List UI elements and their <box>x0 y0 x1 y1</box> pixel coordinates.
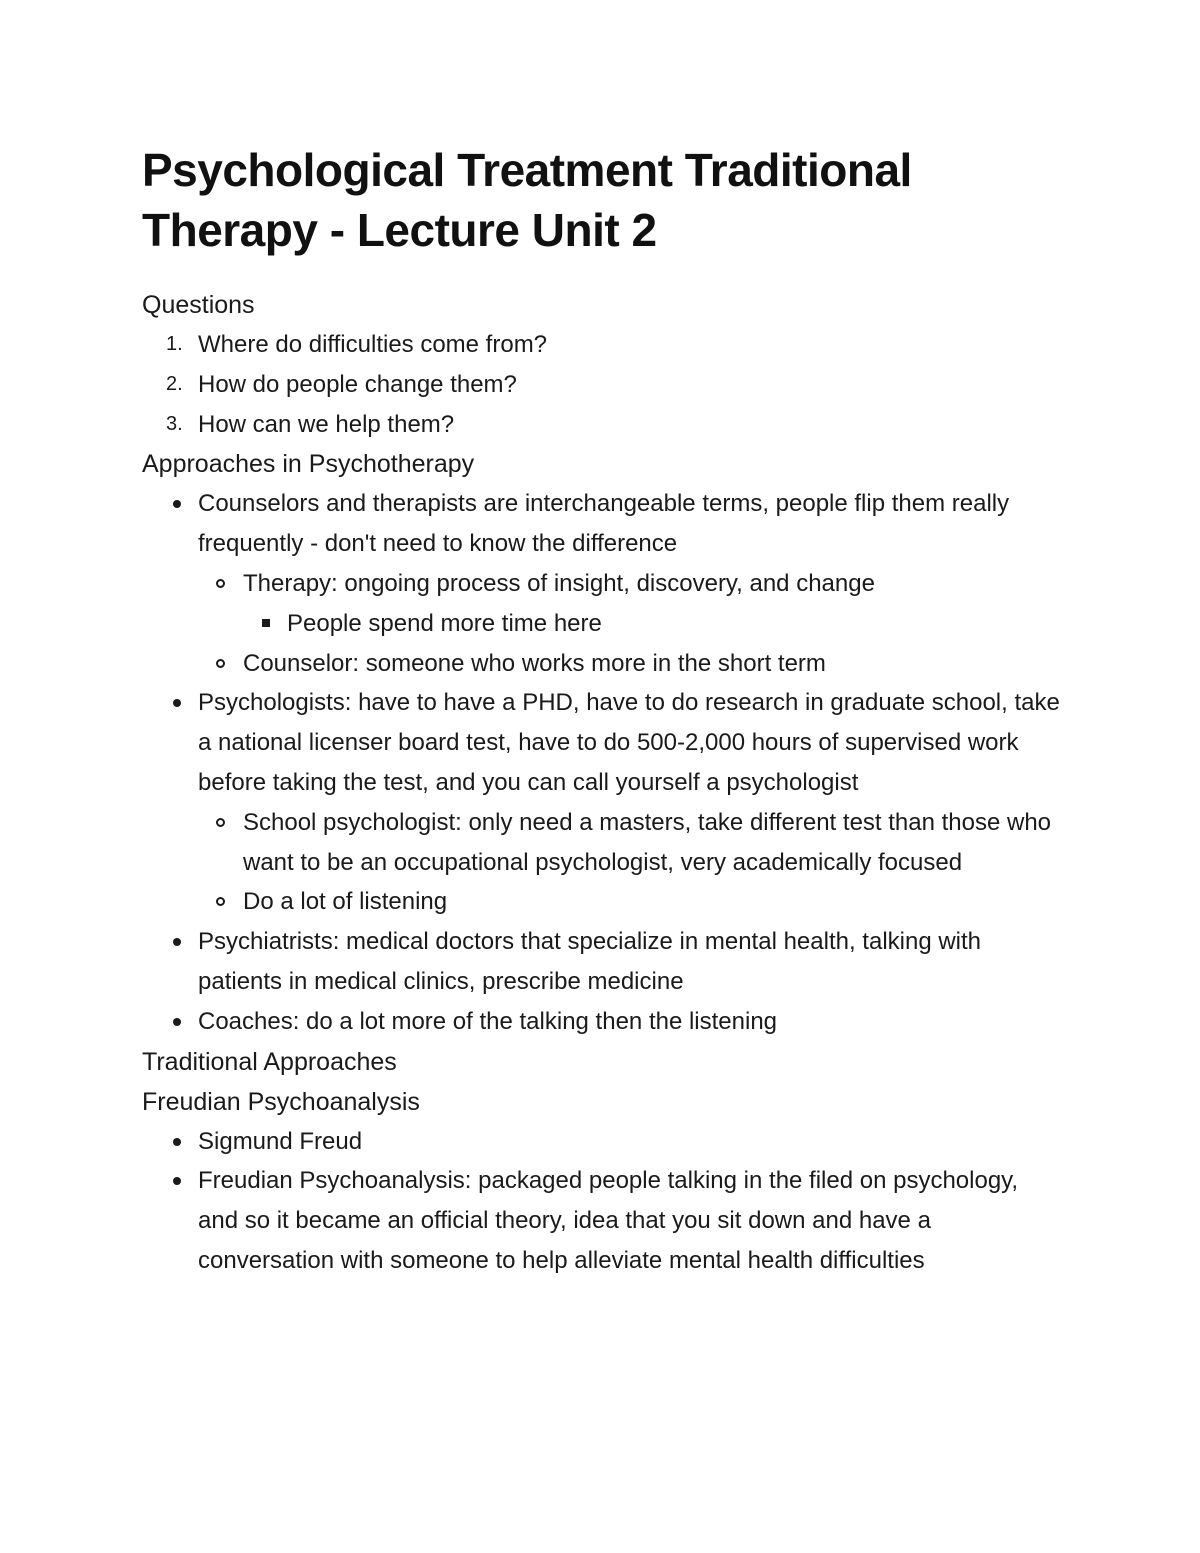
bullet-disc-icon <box>173 500 181 508</box>
list-item-text: Psychologists: have to have a PHD, have to do research in graduate school, take a national licenser board test, have to do 500-2,000 hours of supervised work before taking the test, and you can call yourself a psychologist <box>198 689 1060 796</box>
bullet-disc-icon <box>173 1018 181 1026</box>
list-item-text: Do a lot of listening <box>243 888 448 916</box>
list-item <box>142 683 1062 802</box>
list-item-text: How do people change them? <box>198 370 517 398</box>
list-number: 3. <box>166 412 183 435</box>
list-item-text: Counselor: someone who works more in the short term <box>243 649 826 677</box>
bullet-circle-icon <box>216 659 225 668</box>
list-item <box>142 803 1062 883</box>
list-item <box>142 325 1062 365</box>
psychologists-sublist <box>142 803 1062 922</box>
list-item <box>142 365 1062 405</box>
bullet-disc-icon <box>173 1138 181 1146</box>
list-item-text: Psychiatrists: medical doctors that specialize in mental health, talking with patients in medical clinics, prescribe medicine <box>198 928 982 995</box>
list-item <box>142 1002 1062 1042</box>
traditional-heading: Traditional Approaches <box>142 1047 397 1076</box>
document-page <box>142 140 1062 1281</box>
list-number: 2. <box>166 372 183 395</box>
title-line-1: Psychological Treatment Traditional <box>142 144 912 196</box>
questions-heading: Questions <box>142 291 255 319</box>
approaches-list <box>142 484 1062 564</box>
list-item-text: Freudian Psychoanalysis: packaged people talking in the filed on psychology, and so it became an official theory, idea that you sit down and have a conversation with someone to help alleviate mental health difficulties <box>198 1167 1019 1274</box>
questions-list <box>142 325 1062 444</box>
list-item-text: Where do difficulties come from? <box>198 331 548 358</box>
title-line-2: Therapy - Lecture Unit 2 <box>142 204 657 256</box>
list-item <box>142 484 1062 564</box>
list-item <box>142 1122 1062 1162</box>
list-item-text: Coaches: do a lot more of the talking then the listening <box>198 1007 778 1035</box>
list-item-text: Counselors and therapists are interchangeable terms, people flip them really frequently - don't need to know the difference <box>198 490 1010 558</box>
list-item <box>142 564 1062 604</box>
bullet-square-icon <box>262 619 270 627</box>
document-title <box>142 140 1062 260</box>
bullet-circle-icon <box>216 897 225 906</box>
approaches-list <box>142 683 1062 802</box>
list-item <box>142 882 1062 922</box>
list-number: 1. <box>166 333 183 355</box>
approaches-heading: Approaches in Psychotherapy <box>142 450 475 479</box>
bullet-disc-icon <box>173 699 181 707</box>
bullet-circle-icon <box>216 818 225 827</box>
list-item <box>142 922 1062 1002</box>
list-item-text: How can we help them? <box>198 410 455 438</box>
approaches-list <box>142 922 1062 1041</box>
list-item <box>142 1161 1062 1280</box>
list-item-text: People spend more time here <box>287 609 602 637</box>
bullet-disc-icon <box>173 938 181 946</box>
bullet-circle-icon <box>216 579 225 588</box>
approaches-sublist <box>142 644 1062 684</box>
list-item-text: Therapy: ongoing process of insight, discovery, and change <box>243 569 875 597</box>
freudian-list <box>142 1122 1062 1281</box>
therapy-sublist <box>142 604 1062 644</box>
list-item-text: Sigmund Freud <box>198 1127 363 1155</box>
bullet-disc-icon <box>173 1177 181 1185</box>
list-item <box>142 644 1062 684</box>
approaches-sublist <box>142 564 1062 604</box>
freudian-heading: Freudian Psychoanalysis <box>142 1087 420 1116</box>
list-item <box>142 604 1062 644</box>
list-item <box>142 405 1062 445</box>
list-item-text: School psychologist: only need a masters, take different test than those who want to be an occupational psychologist, very academically focused <box>243 808 1052 876</box>
